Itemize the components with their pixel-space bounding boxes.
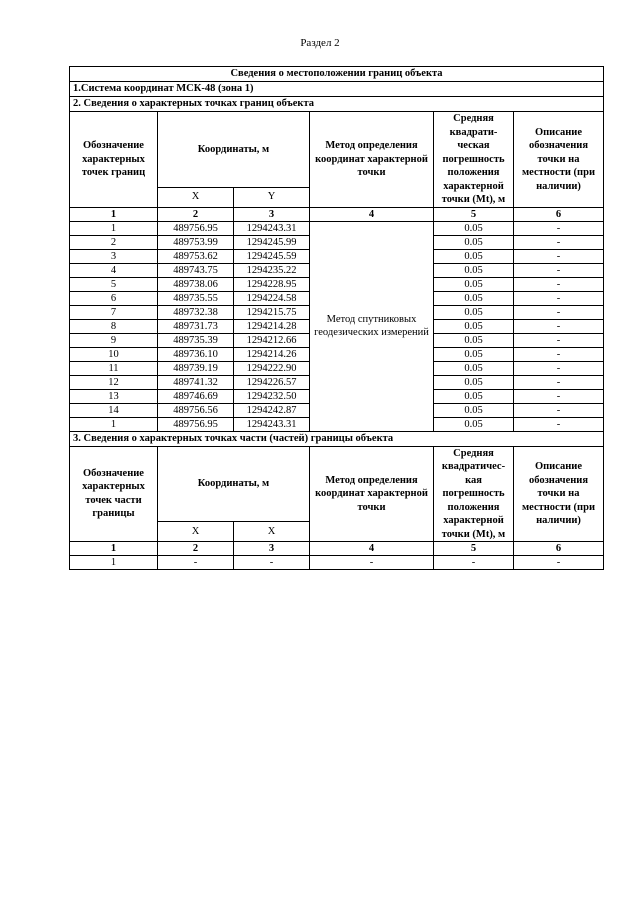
- coord-x: 489735.55: [158, 291, 234, 305]
- coord-x: -: [158, 556, 234, 570]
- error-value: 0.05: [434, 221, 514, 235]
- point-number: 1: [70, 417, 158, 431]
- header-coords: Координаты, м: [158, 112, 310, 188]
- header3-designation: Обозначение характерных точек части границы: [70, 446, 158, 542]
- coord-x: 489753.99: [158, 235, 234, 249]
- description-value: -: [514, 277, 604, 291]
- error-value: 0.05: [434, 249, 514, 263]
- coord-y: 1294228.95: [234, 277, 310, 291]
- coord-x: 489732.38: [158, 305, 234, 319]
- header-description: Описание обозначения точки на местности (при наличии): [514, 112, 604, 208]
- error-value: 0.05: [434, 235, 514, 249]
- header3-description: Описание обозначения точки на местности (при наличии): [514, 446, 604, 542]
- coord-x: 489756.95: [158, 417, 234, 431]
- coord-x: 489756.95: [158, 221, 234, 235]
- coord-y: 1294243.31: [234, 221, 310, 235]
- coord-x: 489741.32: [158, 375, 234, 389]
- error-value: 0.05: [434, 347, 514, 361]
- point-number: 8: [70, 319, 158, 333]
- point-number: 11: [70, 361, 158, 375]
- col-number: 1: [70, 542, 158, 556]
- point-number: 1: [70, 221, 158, 235]
- header-y: Y: [234, 187, 310, 207]
- section-1-title: 1.Система координат МСК-48 (зона 1): [70, 82, 604, 97]
- col-number: 4: [310, 542, 434, 556]
- description-value: -: [514, 249, 604, 263]
- col-number: 3: [234, 542, 310, 556]
- coord-y: 1294214.26: [234, 347, 310, 361]
- coord-y: 1294212.66: [234, 333, 310, 347]
- error-value: -: [434, 556, 514, 570]
- coord-y: 1294214.28: [234, 319, 310, 333]
- coord-y: 1294235.22: [234, 263, 310, 277]
- coord-x: 489753.62: [158, 249, 234, 263]
- header3-y: X: [234, 522, 310, 542]
- description-value: -: [514, 556, 604, 570]
- method-cell: Метод спутниковых геодезических измерений: [310, 221, 434, 431]
- col-number: 1: [70, 207, 158, 221]
- col-number: 5: [434, 542, 514, 556]
- coord-y: -: [234, 556, 310, 570]
- table-row: [70, 221, 604, 235]
- point-number: 6: [70, 291, 158, 305]
- coord-y: 1294222.90: [234, 361, 310, 375]
- col-number: 2: [158, 207, 234, 221]
- description-value: -: [514, 389, 604, 403]
- coord-y: 1294242.87: [234, 403, 310, 417]
- description-value: -: [514, 263, 604, 277]
- description-value: -: [514, 333, 604, 347]
- header-method: Метод определения координат характерной точки: [310, 112, 434, 208]
- error-value: 0.05: [434, 277, 514, 291]
- point-number: 3: [70, 249, 158, 263]
- coord-x: 489739.19: [158, 361, 234, 375]
- point-number: 4: [70, 263, 158, 277]
- description-value: -: [514, 221, 604, 235]
- coord-y: 1294245.59: [234, 249, 310, 263]
- error-value: 0.05: [434, 263, 514, 277]
- coord-x: 489743.75: [158, 263, 234, 277]
- coord-x: 489756.56: [158, 403, 234, 417]
- point-number: 13: [70, 389, 158, 403]
- coord-y: 1294243.31: [234, 417, 310, 431]
- error-value: 0.05: [434, 333, 514, 347]
- col-number: 5: [434, 207, 514, 221]
- header3-x: X: [158, 522, 234, 542]
- column-numbers-row: [70, 542, 604, 556]
- header-error: Средняя квадрати-ческая погрешность положения характерной точки (Mt), м: [434, 112, 514, 208]
- error-value: 0.05: [434, 403, 514, 417]
- header3-error: Средняя квадратичес-кая погрешность положения характерной точки (Mt), м: [434, 446, 514, 542]
- coord-x: 489746.69: [158, 389, 234, 403]
- header-designation: Обозначение характерных точек границ: [70, 112, 158, 208]
- table-row: [70, 556, 604, 570]
- error-value: 0.05: [434, 361, 514, 375]
- coord-y: 1294215.75: [234, 305, 310, 319]
- description-value: -: [514, 291, 604, 305]
- description-value: -: [514, 347, 604, 361]
- header3-method: Метод определения координат характерной точки: [310, 446, 434, 542]
- method-value: -: [310, 556, 434, 570]
- header-x: X: [158, 187, 234, 207]
- col-number: 2: [158, 542, 234, 556]
- col-number: 4: [310, 207, 434, 221]
- description-value: -: [514, 361, 604, 375]
- point-number: 14: [70, 403, 158, 417]
- section-2-title: 2. Сведения о характерных точках границ объекта: [70, 97, 604, 112]
- error-value: 0.05: [434, 319, 514, 333]
- description-value: -: [514, 305, 604, 319]
- coord-x: 489736.10: [158, 347, 234, 361]
- error-value: 0.05: [434, 291, 514, 305]
- description-value: -: [514, 319, 604, 333]
- coord-x: 489735.39: [158, 333, 234, 347]
- error-value: 0.05: [434, 417, 514, 431]
- page-heading: Раздел 2: [300, 37, 340, 49]
- coord-x: 489738.06: [158, 277, 234, 291]
- description-value: -: [514, 235, 604, 249]
- point-number: 5: [70, 277, 158, 291]
- coord-y: 1294232.50: [234, 389, 310, 403]
- col-number: 3: [234, 207, 310, 221]
- col-number: 6: [514, 207, 604, 221]
- coord-y: 1294245.99: [234, 235, 310, 249]
- boundary-table: [69, 66, 604, 570]
- point-number: 12: [70, 375, 158, 389]
- description-value: -: [514, 417, 604, 431]
- point-number: 9: [70, 333, 158, 347]
- col-number: 6: [514, 542, 604, 556]
- header3-coords: Координаты, м: [158, 446, 310, 522]
- coord-y: 1294224.58: [234, 291, 310, 305]
- point-number: 1: [70, 556, 158, 570]
- error-value: 0.05: [434, 375, 514, 389]
- point-number: 2: [70, 235, 158, 249]
- point-number: 7: [70, 305, 158, 319]
- description-value: -: [514, 375, 604, 389]
- coord-y: 1294226.57: [234, 375, 310, 389]
- description-value: -: [514, 403, 604, 417]
- section-3-title: 3. Сведения о характерных точках части (частей) границы объекта: [70, 431, 604, 446]
- error-value: 0.05: [434, 305, 514, 319]
- table-title: Сведения о местоположении границ объекта: [70, 67, 604, 82]
- error-value: 0.05: [434, 389, 514, 403]
- point-number: 10: [70, 347, 158, 361]
- column-numbers-row: [70, 207, 604, 221]
- coord-x: 489731.73: [158, 319, 234, 333]
